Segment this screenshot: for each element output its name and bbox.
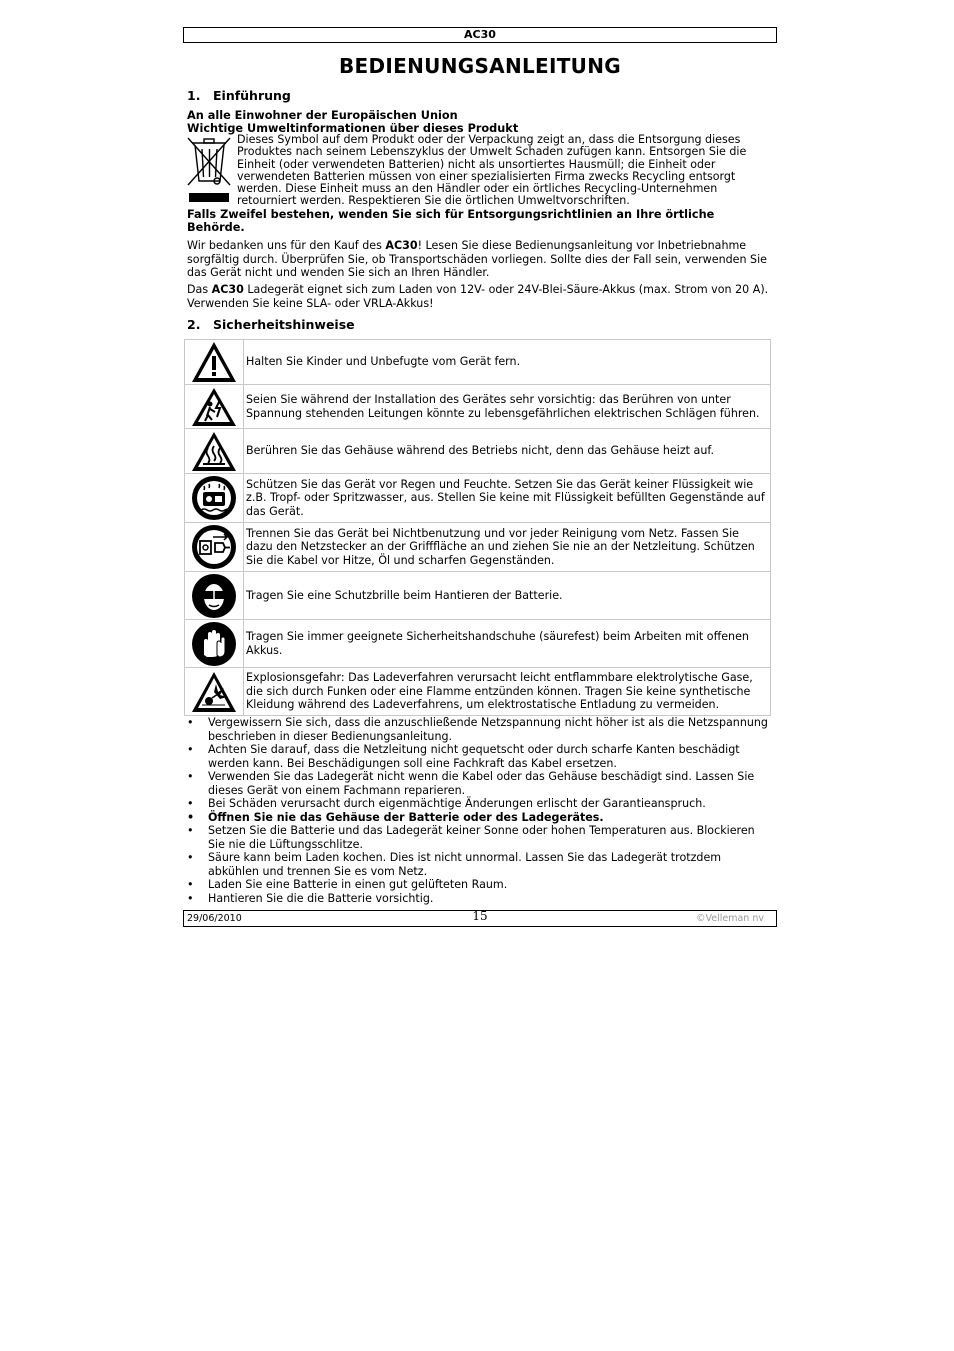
warning-icon (185, 340, 244, 385)
list-item: • Bei Schäden verursacht durch eigenmächtige Änderungen erlischt der Garantieanspruch. (187, 797, 772, 811)
safety-bullet-list (187, 716, 772, 905)
thanks-text-end: ! Lesen Sie diese Bedienungsanleitung vor Inbetriebnahme sorgfältig durch. Überprüfen Sie, ob Transportschäden vorliegen. Sollte dies der Fall sein, verwenden Sie das Gerät nicht und wenden Sie sich an Ihren Händler. (187, 239, 767, 279)
list-item: • Verwenden Sie das Ladegerät nicht wenn die Kabel oder das Gehäuse beschädigt sind. Lassen Sie dieses Gerät von einem Fachmann reparieren. (187, 770, 772, 797)
section-1-title: Einführung (213, 88, 291, 103)
section-1-heading (187, 88, 291, 103)
section-2-title: Sicherheitshinweise (213, 317, 355, 332)
unplug-icon (185, 523, 244, 572)
list-item: • Laden Sie eine Batterie in einen gut gelüfteten Raum. (187, 878, 772, 892)
safety-gloves-icon (185, 620, 244, 668)
description-paragraph (187, 283, 772, 310)
description-model: AC30 (211, 283, 244, 296)
safety-row (185, 385, 771, 429)
section-1-number: 1. (187, 88, 201, 103)
footer-copyright: ©Velleman nv (696, 913, 764, 924)
list-item: • Säure kann beim Laden kochen. Dies ist nicht unnormal. Lassen Sie das Ladegerät trotzdem abkühlen und trennen Sie es vom Netz. (187, 851, 772, 878)
section-2-heading (187, 317, 355, 332)
page-footer (183, 910, 777, 927)
safety-text: Seien Sie während der Installation des Gerätes sehr vorsichtig: das Berühren von unter Spannung stehenden Leitungen könnte zu lebensgefährlichen elektrischen Schlägen führen. (244, 385, 771, 429)
safety-text: Berühren Sie das Gehäuse während des Betriebs nicht, denn das Gehäuse heizt auf. (244, 429, 771, 474)
safety-row (185, 572, 771, 620)
safety-row (185, 668, 771, 716)
safety-row (185, 429, 771, 474)
section-2-number: 2. (187, 317, 201, 332)
thanks-paragraph (187, 239, 772, 280)
disposal-doubt-notice: Falls Zweifel bestehen, wenden Sie sich für Entsorgungsrichtlinien an Ihre örtliche Behörde. (187, 208, 715, 234)
thanks-model: AC30 (385, 239, 418, 252)
footer-date: 29/06/2010 (187, 913, 242, 924)
page-number: 15 (472, 909, 488, 923)
weee-paragraph: Dieses Symbol auf dem Produkt oder der Verpackung zeigt an, dass die Entsorgung dieses Produktes nach seinem Lebenszyklus der Umwelt Schaden zufügen kann. Entsorgen Sie die Einheit (oder verwendeten Batterien) nicht als unsortiertes Hausmüll; die Einheit oder verwendeten Batterien müssen von einer spezialisierten Firma zwecks Recycling entsorgt werden. Diese Einheit muss an den Händler oder ein örtliches Recycling-Unternehmen retourniert werden. Respektieren Sie die örtlichen Umweltvorschriften. (237, 133, 747, 208)
safety-table (184, 339, 771, 716)
weee-bin-icon (186, 135, 236, 207)
safety-row (185, 620, 771, 668)
list-item: • Vergewissern Sie sich, dass die anzuschließende Netzspannung nicht höher ist als die Netzspannung beschrieben in dieser Bedienungsanleitung. (187, 716, 772, 743)
list-item: • Achten Sie darauf, dass die Netzleitung nicht gequetscht oder durch scharfe Kanten beschädigt werden kann. Bei Beschädigungen soll eine Fachkraft das Kabel ersetzen. (187, 743, 772, 770)
safety-text: Halten Sie Kinder und Unbefugte vom Gerät fern. (244, 340, 771, 385)
electric-shock-icon (185, 385, 244, 429)
page-title: BEDIENUNGSANLEITUNG (339, 54, 621, 78)
thanks-text-start: Wir bedanken uns für den Kauf des (187, 239, 386, 252)
header-product-label: AC30 (464, 28, 496, 41)
hot-surface-icon (185, 429, 244, 474)
safety-text: Trennen Sie das Gerät bei Nichtbenutzung und vor jeder Reinigung vom Netz. Fassen Sie dazu den Netzstecker an der Grifffläche an und ziehen Sie nie an der Netzleitung. Schützen Sie die Kabel vor Hitze, Öl und scharfen Gegenständen. (244, 523, 771, 572)
list-item: • Öffnen Sie nie das Gehäuse der Batterie oder des Ladegerätes. (187, 811, 772, 825)
no-moisture-icon (185, 474, 244, 523)
header-product-box (183, 27, 777, 43)
explosion-icon (185, 668, 244, 716)
safety-text: Tragen Sie eine Schutzbrille beim Hantieren der Batterie. (244, 572, 771, 620)
safety-row (185, 523, 771, 572)
list-item: • Hantieren Sie die die Batterie vorsichtig. (187, 892, 772, 906)
description-text-start: Das (187, 283, 212, 296)
eu-notice-line: An alle Einwohner der Europäischen Union (187, 109, 458, 122)
safety-row (185, 474, 771, 523)
safety-text: Schützen Sie das Gerät vor Regen und Feuchte. Setzen Sie das Gerät keiner Flüssigkeit wie z.B. Tropf- oder Spritzwasser, aus. Stellen Sie keine mit Flüssigkeit befüllten Gegenstände auf das Gerät. (244, 474, 771, 523)
description-text-end: Ladegerät eignet sich zum Laden von 12V- oder 24V-Blei-Säure-Akkus (max. Strom von 20 A). Verwenden Sie keine SLA- oder VRLA-Akkus! (187, 283, 769, 310)
safety-row (185, 340, 771, 385)
safety-text: Tragen Sie immer geeignete Sicherheitshandschuhe (säurefest) beim Arbeiten mit offenen Akkus. (244, 620, 771, 668)
safety-goggles-icon (185, 572, 244, 620)
safety-text: Explosionsgefahr: Das Ladeverfahren verursacht leicht entflammbare elektrolytische Gase, die sich durch Funken oder eine Flamme entzünden können. Tragen Sie keine synthetische Kleidung während des Ladeverfahrens, um elektrostatische Entladung zu vermeiden. (244, 668, 771, 716)
env-info-line: Wichtige Umweltinformationen über dieses Produkt (187, 122, 519, 135)
list-item: • Setzen Sie die Batterie und das Ladegerät keiner Sonne oder hohen Temperaturen aus. Blockieren Sie nie die Lüftungsschlitze. (187, 824, 772, 851)
